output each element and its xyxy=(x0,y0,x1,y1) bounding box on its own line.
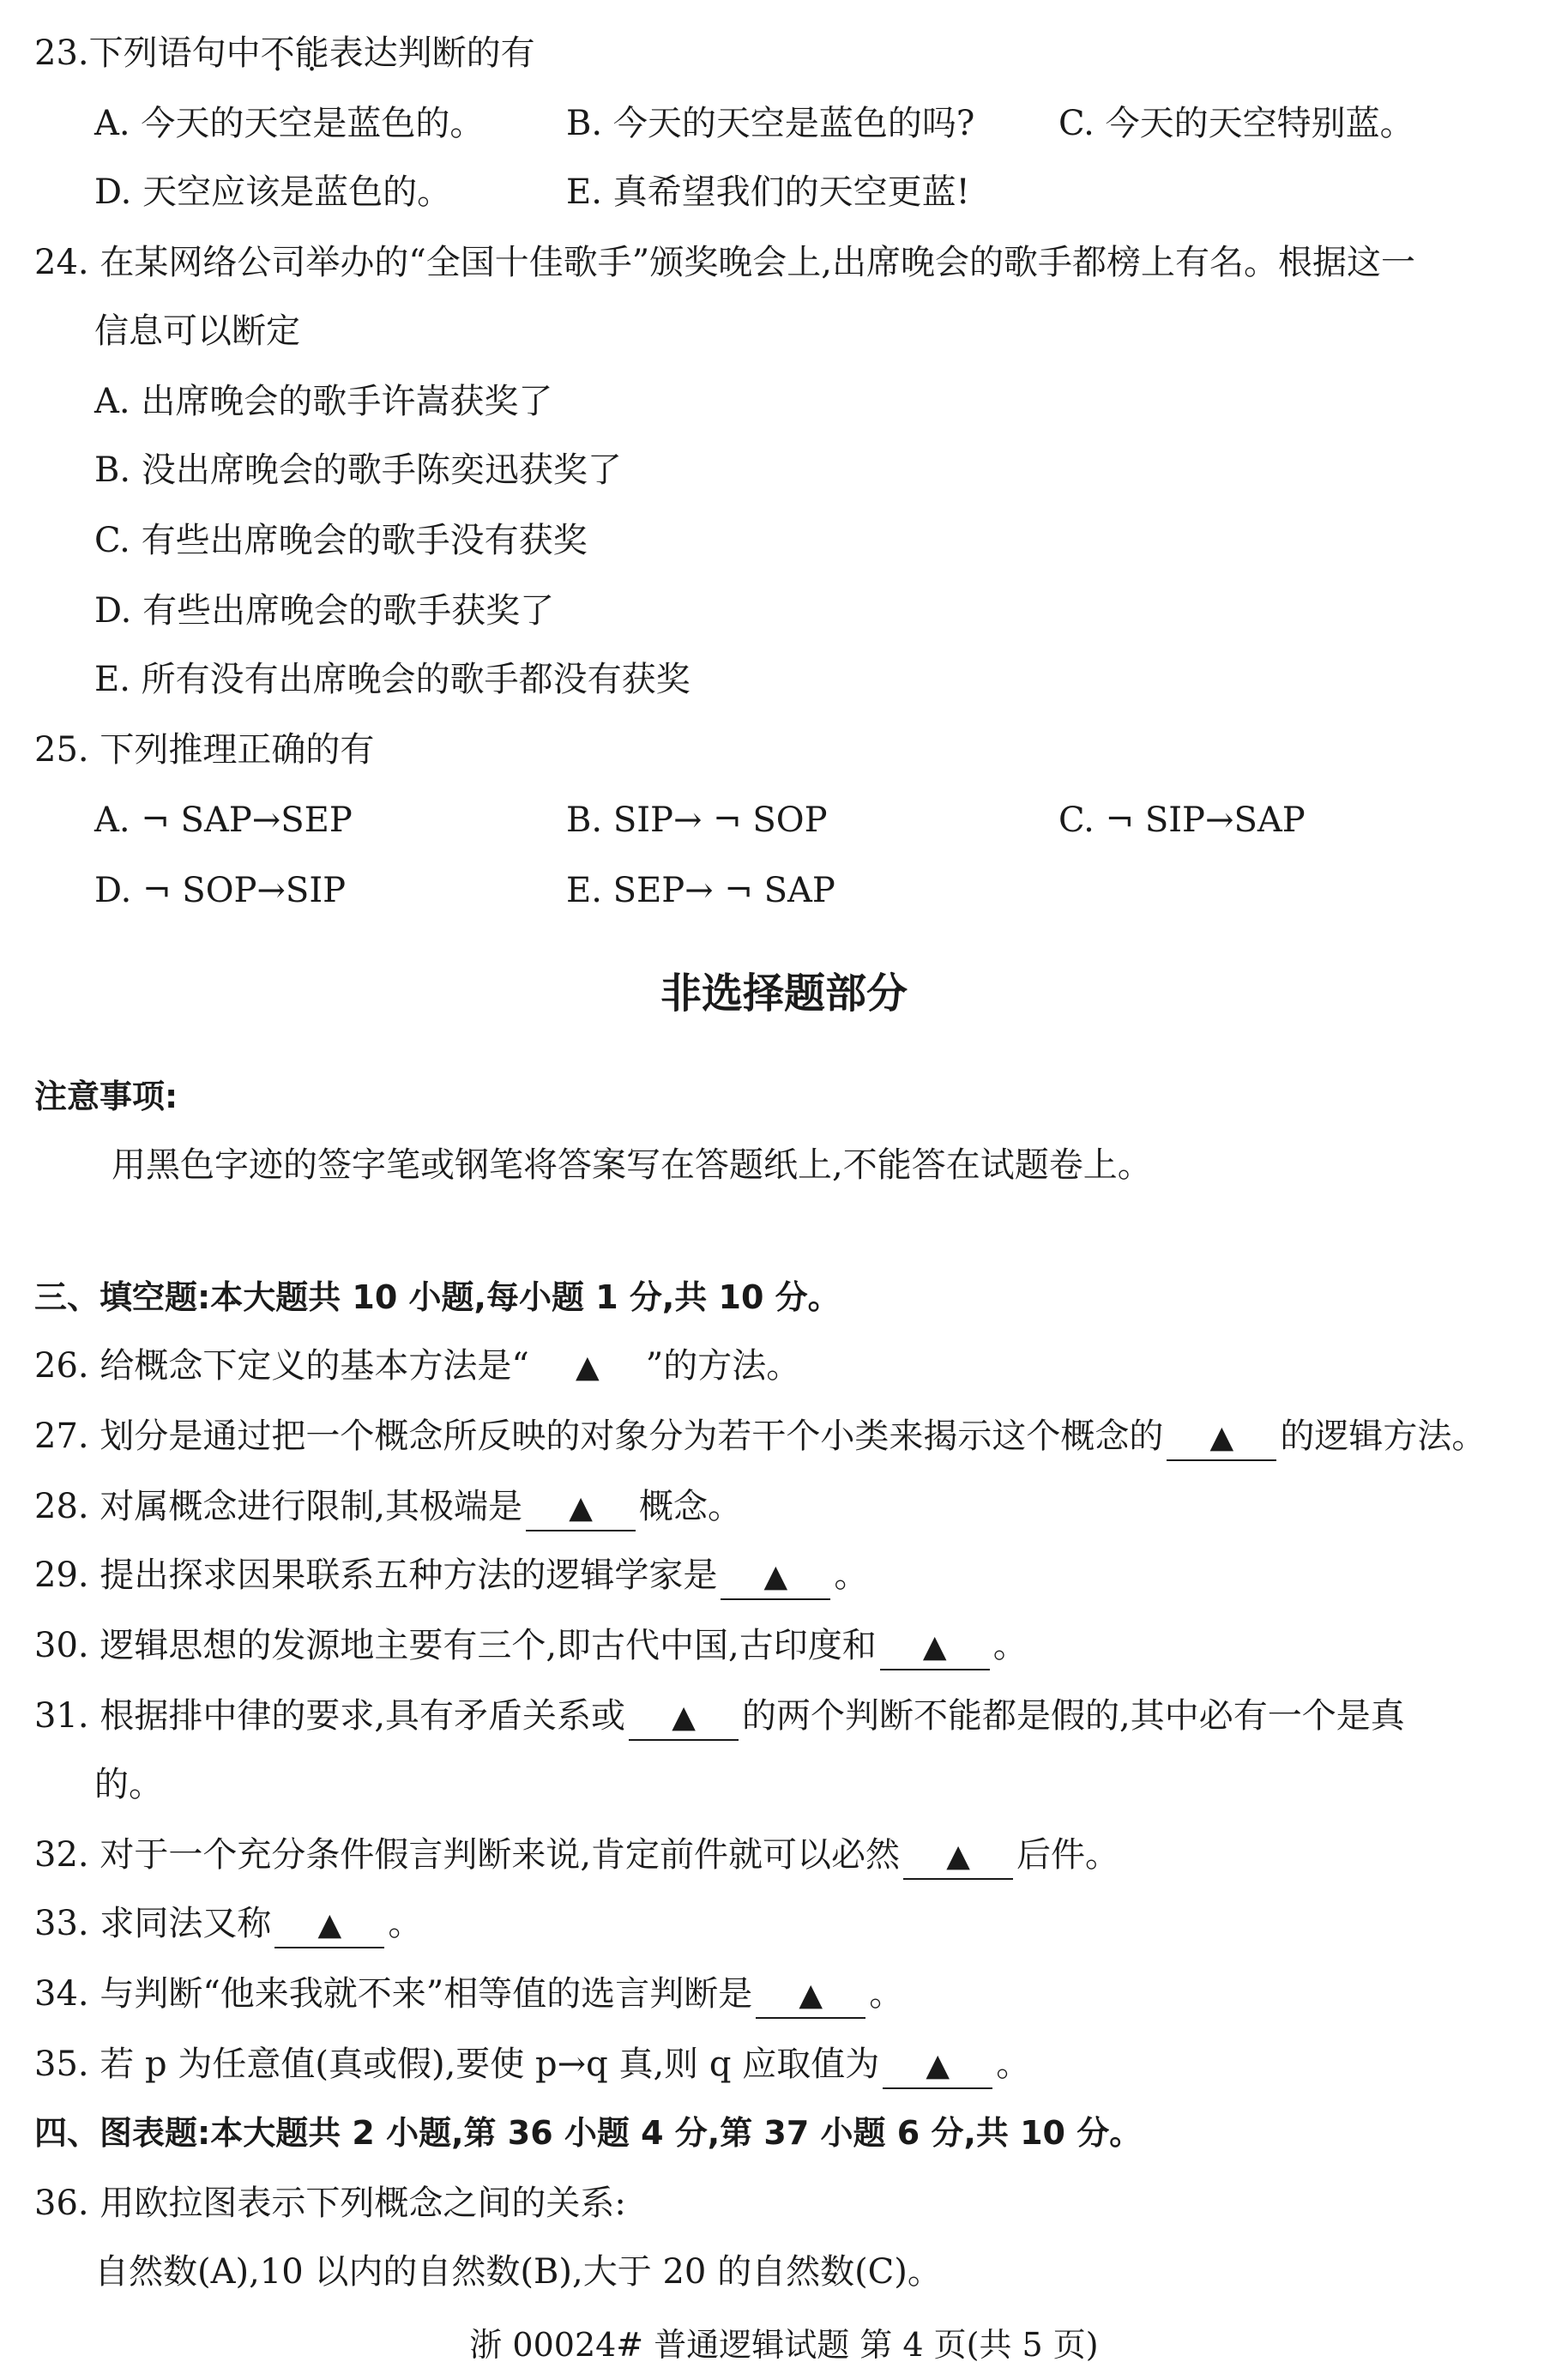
q24-option-c: C. 有些出席晚会的歌手没有获奖 xyxy=(94,521,588,560)
q29-text-pre: 29. 提出探求因果联系五种方法的逻辑学家是 xyxy=(34,1555,718,1595)
q36-sub: 自然数(A),10 以内的自然数(B),大于 20 的自然数(C)。 xyxy=(94,2252,942,2292)
q23-option-e: E. 真希望我们的天空更蓝! xyxy=(566,172,970,212)
q26-blank xyxy=(533,1344,642,1389)
q36-stem: 36. 用欧拉图表示下列概念之间的关系: xyxy=(34,2184,626,2223)
q32-blank xyxy=(903,1833,1013,1880)
q34 xyxy=(34,1970,903,2019)
q34-text-post: 。 xyxy=(869,1974,904,2014)
q33 xyxy=(34,1900,422,1948)
triangle-icon: ▲ xyxy=(569,1490,593,1525)
q31-text-post: 的两个判断不能都是假的,其中必有一个是真 xyxy=(742,1696,1405,1736)
q24-stem-line2: 信息可以断定 xyxy=(94,311,300,351)
part4-header: 四、图表题:本大题共 2 小题,第 36 小题 4 分,第 37 小题 6 分,共 10 分。 xyxy=(34,2114,1143,2152)
q25-option-b: B. SIP→ ¬ SOP xyxy=(566,800,828,840)
q31-blank xyxy=(629,1694,739,1741)
q25-stem: 25. 下列推理正确的有 xyxy=(34,730,375,770)
q30-text-pre: 30. 逻辑思想的发源地主要有三个,即古代中国,古印度和 xyxy=(34,1626,877,1665)
notice-text: 用黑色字迹的签字笔或钢笔将答案写在答题纸上,不能答在试题卷上。 xyxy=(112,1145,1152,1185)
q35-text-pre: 35. 若 p 为任意值(真或假),要使 p→q 真,则 q 应取值为 xyxy=(34,2045,880,2084)
section-title: 非选择题部分 xyxy=(660,970,908,1018)
triangle-icon: ▲ xyxy=(1209,1420,1234,1455)
triangle-icon: ▲ xyxy=(926,2048,950,2083)
q23-emphasis-neng: 能 xyxy=(294,33,329,73)
q35 xyxy=(34,2040,1030,2089)
q34-blank xyxy=(756,1972,865,2019)
q23-option-c: C. 今天的天空特别蓝。 xyxy=(1058,104,1414,143)
triangle-icon: ▲ xyxy=(946,1839,970,1874)
q28-blank xyxy=(526,1485,636,1531)
q33-text-post: 。 xyxy=(388,1904,423,1943)
q32 xyxy=(34,1831,1119,1880)
q26-text-post: ”的方法。 xyxy=(645,1346,801,1386)
q25-option-d: D. ¬ SOP→SIP xyxy=(94,871,347,910)
q30-blank xyxy=(880,1624,990,1670)
q34-text-pre: 34. 与判断“他来我就不来”相等值的选言判断是 xyxy=(34,1974,753,2014)
triangle-icon: ▲ xyxy=(799,1978,823,2013)
triangle-icon: ▲ xyxy=(922,1629,947,1664)
part3-header: 三、填空题:本大题共 10 小题,每小题 1 分,共 10 分。 xyxy=(34,1278,841,1316)
q28-text-pre: 28. 对属概念进行限制,其极端是 xyxy=(34,1487,523,1526)
triangle-icon: ▲ xyxy=(672,1700,696,1735)
q33-text-pre: 33. 求同法又称 xyxy=(34,1904,272,1943)
q23-emphasis-bu: 不 xyxy=(260,33,295,73)
q23-number: 23. xyxy=(34,33,89,73)
q32-text-pre: 32. 对于一个充分条件假言判断来说,肯定前件就可以必然 xyxy=(34,1835,901,1875)
q25-option-a: A. ¬ SAP→SEP xyxy=(94,800,353,840)
q28 xyxy=(34,1483,742,1531)
q27-text-post: 的逻辑方法。 xyxy=(1280,1417,1487,1456)
q27-blank xyxy=(1167,1415,1276,1461)
q25-option-c: C. ¬ SIP→SAP xyxy=(1058,800,1306,840)
q31-continuation: 的。 xyxy=(94,1765,163,1804)
triangle-icon: ▲ xyxy=(763,1559,788,1594)
q23-option-d: D. 天空应该是蓝色的。 xyxy=(94,172,452,212)
q31-text-pre: 31. 根据排中律的要求,具有矛盾关系或 xyxy=(34,1696,626,1736)
triangle-icon: ▲ xyxy=(575,1350,600,1385)
q33-blank xyxy=(274,1902,384,1948)
q28-text-post: 概念。 xyxy=(639,1487,743,1526)
q35-text-post: 。 xyxy=(996,2045,1031,2084)
q30 xyxy=(34,1622,1028,1670)
q30-text-post: 。 xyxy=(992,1626,1028,1665)
q24-option-a: A. 出席晚会的歌手许嵩获奖了 xyxy=(94,382,553,421)
q29-text-post: 。 xyxy=(834,1555,869,1595)
q23-stem xyxy=(34,29,535,77)
q24-stem-line1: 24. 在某网络公司举办的“全国十佳歌手”颁奖晚会上,出席晚会的歌手都榜上有名。根据这一 xyxy=(34,243,1415,282)
q24-option-e: E. 所有没有出席晚会的歌手都没有获奖 xyxy=(94,660,691,699)
triangle-icon: ▲ xyxy=(317,1907,342,1942)
page-footer: 浙 00024# 普通逻辑试题 第 4 页(共 5 页) xyxy=(469,2326,1099,2364)
q31 xyxy=(34,1692,1405,1741)
q26 xyxy=(34,1342,800,1390)
q27-text-pre: 27. 划分是通过把一个概念所反映的对象分为若干个小类来揭示这个概念的 xyxy=(34,1417,1164,1456)
q26-text-pre: 26. 给概念下定义的基本方法是“ xyxy=(34,1346,529,1386)
q24-option-b: B. 没出席晚会的歌手陈奕迅获奖了 xyxy=(94,450,622,490)
q32-text-post: 后件。 xyxy=(1016,1835,1120,1875)
q23-option-b: B. 今天的天空是蓝色的吗? xyxy=(566,104,975,143)
q27 xyxy=(34,1412,1486,1461)
q29-blank xyxy=(721,1554,830,1600)
q25-option-e: E. SEP→ ¬ SAP xyxy=(566,871,835,910)
q35-blank xyxy=(883,2043,992,2089)
notice-title: 注意事项: xyxy=(34,1078,178,1115)
q23-stem-post: 表达判断的有 xyxy=(329,33,535,73)
q23-stem-pre: 下列语句中 xyxy=(88,33,261,73)
q24-option-d: D. 有些出席晚会的歌手获奖了 xyxy=(94,591,555,631)
q23-option-a: A. 今天的天空是蓝色的。 xyxy=(94,104,485,143)
q29 xyxy=(34,1551,868,1600)
